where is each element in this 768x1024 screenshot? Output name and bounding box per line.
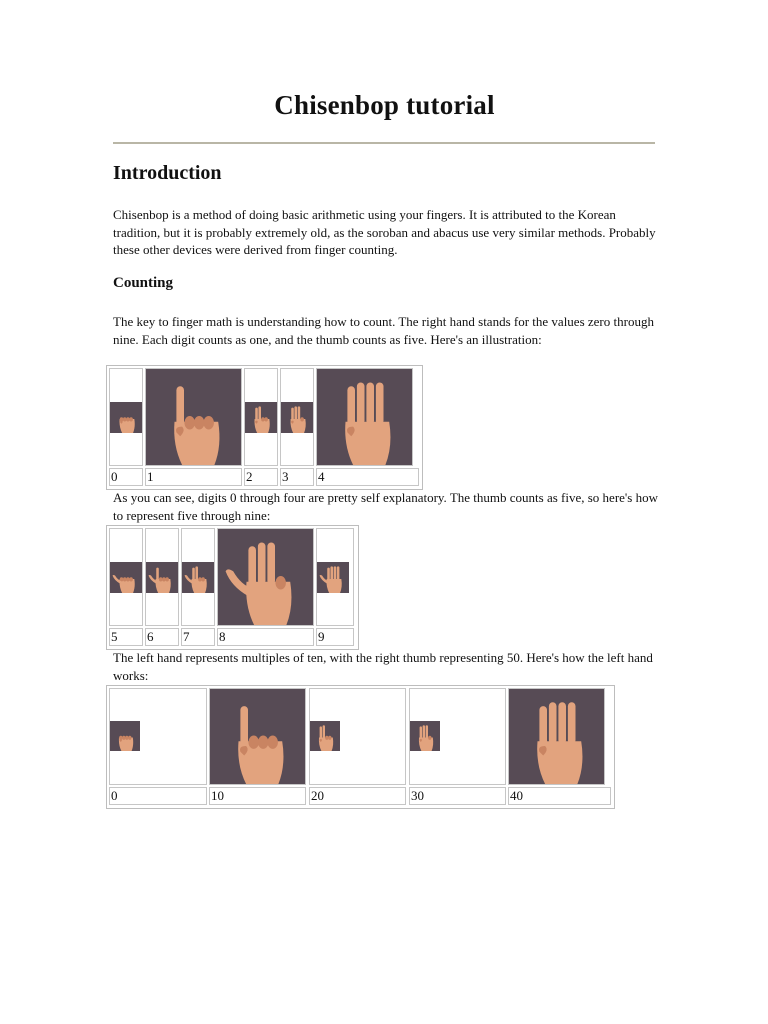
image-cell: [109, 368, 143, 466]
hand-table-right-0-4: [106, 365, 423, 490]
counting-paragraph: The key to finger math is understanding how to count. The right hand stands for the values zero through nine. Each digit counts as one, and the thumb counts as five. Here's an illustration:: [113, 314, 654, 347]
image-cell: [181, 528, 215, 626]
value-label: 0: [109, 468, 143, 486]
image-cell: [316, 528, 354, 626]
value-label: 8: [217, 628, 314, 646]
value-label: 6: [145, 628, 179, 646]
intro-paragraph: Chisenbop is a method of doing basic arithmetic using your fingers. It is attributed to the Korean tradition, but it is probably extremely old, as the soroban and abacus use very similar methods. Probably these other devices were derived from finger counting.: [113, 207, 656, 257]
image-cell: [109, 528, 143, 626]
image-cell: [145, 528, 179, 626]
image-cell: [280, 368, 314, 466]
value-label: 40: [508, 787, 611, 805]
image-cell: [309, 688, 406, 785]
hand-photo-2: [245, 402, 277, 433]
value-label: 2: [244, 468, 278, 486]
image-cell: [508, 688, 605, 785]
image-cell: [145, 368, 242, 466]
section-heading-introduction: Introduction: [113, 162, 222, 184]
hand-photo-5: [110, 562, 142, 593]
paragraph-five-through-nine: As you can see, digits 0 through four are pretty self explanatory. The thumb counts as five, so here's how to represent five through nine:: [113, 490, 658, 523]
hand-photo-6: [146, 562, 178, 593]
image-cell: [244, 368, 278, 466]
hand-photo-8: [218, 529, 313, 625]
hand-photo-left-30: [410, 721, 440, 751]
hand-table-right-5-9: [106, 525, 359, 650]
image-cell: [109, 688, 207, 785]
hand-photo-1: [146, 369, 241, 465]
value-label: 9: [316, 628, 354, 646]
hand-photo-4: [317, 369, 412, 465]
value-label: 30: [409, 787, 506, 805]
hand-photo-0: [110, 402, 142, 433]
image-cell: [209, 688, 306, 785]
hand-photo-left-10: [210, 689, 305, 784]
value-label: 3: [280, 468, 314, 486]
value-label: 7: [181, 628, 215, 646]
image-cell: [316, 368, 413, 466]
image-cell: [217, 528, 314, 626]
hand-photo-left-20: [310, 721, 340, 751]
value-label: 5: [109, 628, 143, 646]
paragraph-left-hand: The left hand represents multiples of ten, with the right thumb representing 50. Here's how the left hand works:: [113, 650, 653, 683]
value-label: 4: [316, 468, 419, 486]
hand-photo-left-0: [110, 721, 140, 751]
hand-photo-7: [182, 562, 214, 593]
hand-photo-9: [317, 562, 349, 593]
subsection-heading-counting: Counting: [113, 275, 174, 291]
value-label: 0: [109, 787, 207, 805]
value-label: 1: [145, 468, 242, 486]
title-divider: [113, 142, 655, 144]
hand-photo-3: [281, 402, 313, 433]
value-label: 20: [309, 787, 406, 805]
hand-photo-left-40: [509, 689, 604, 784]
value-label: 10: [209, 787, 306, 805]
image-cell: [409, 688, 506, 785]
page-title: Chisenbop tutorial: [274, 90, 495, 120]
hand-table-left-tens: [106, 685, 615, 809]
